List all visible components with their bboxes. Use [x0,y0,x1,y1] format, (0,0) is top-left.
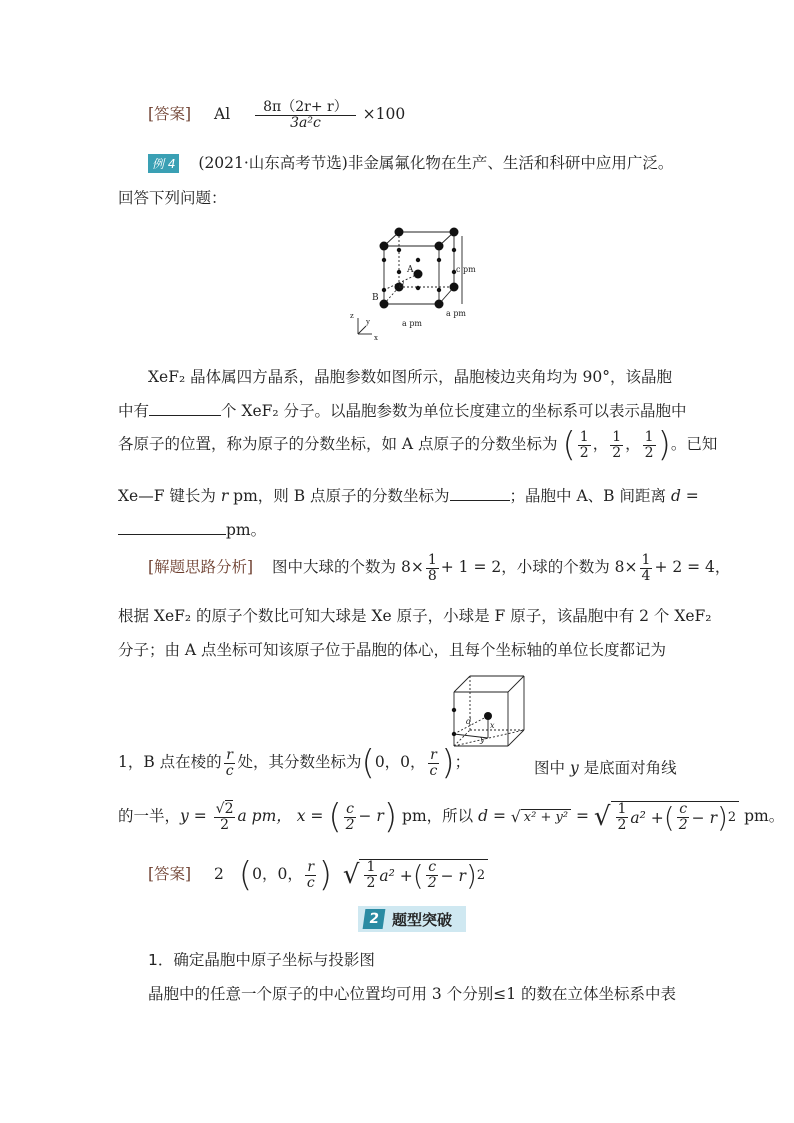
fig2-label-y: y [480,735,485,744]
label-A: A [407,265,414,275]
analysis-line-3: 分子；由 A 点坐标可知该原子位于晶胞的体心，且每个坐标轴的单位长度都记为 [118,641,667,659]
blank-2 [450,486,510,501]
last-paragraph-line: 晶胞中的任意一个原子的中心位置均可用 3 个分别≤1 的数在立体坐标系中表 [148,985,676,1003]
label-c-pm: c pm [456,265,476,274]
question-line-2: 中有 个 XeF₂ 分子。以晶胞参数为单位长度建立的坐标系可以表示晶胞中 [118,402,687,420]
section-heading [358,906,466,932]
answer2-label: [答案] [148,865,192,883]
example-text: (2021·山东高考节选)非金属氟化物在生产、生活和科研中应用广泛。 [198,154,674,172]
blank-1 [149,401,221,416]
fig2-label-x: x [490,721,495,730]
question-line-1: XeF₂ 晶体属四方晶系，晶胞参数如图所示，晶胞棱边夹角均为 90°，该晶胞 [148,368,673,386]
answer-line-1 [148,100,405,130]
example-badge: 例 4 [148,154,179,173]
label-d: d [399,281,405,290]
example-text-2: 回答下列问题： [118,189,227,207]
crystal-cell-figure [344,222,484,346]
section-title: 题型突破 [392,910,453,929]
fig2-label-d: d [466,717,472,726]
analysis-line-2: 根据 XeF₂ 的原子个数比可知大球是 Xe 原子，小球是 F 原子，该晶胞中有 2 个 XeF₂ [118,607,712,625]
question-line-5: pm。 [118,518,266,540]
analysis-label: [解题思路分析] [148,558,254,577]
analysis-line-5: 的一半，y = $\frac{√2}{2}$ a pm， x = ( $\frac{c}{2}$ − r) pm，所以 d = √ x² + y² = √ $\frac{1}{2}$ a² + ( $\frac{c}{2}$ − r ) 2 pm。 [118,797,785,837]
subsection-title: 1．确定晶胞中原子坐标与投影图 [148,951,375,969]
axis-x: x [374,334,378,342]
example-heading [148,151,673,173]
axis-z: z [350,312,354,320]
blank-3 [118,520,226,535]
label-a-pm-side: a pm [446,309,467,318]
answer-line-2: [答案] 2 (0，0， $\frac{r}{c}$ ) √ $\frac{1}{2}$ a² + ( $\frac{c}{2}$ − r ) 2 [148,858,488,892]
analysis-line-4: 1，B 点在棱的 $\frac{r}{c}$ 处，其分数坐标为(0，0， $\frac{r}{c}$ )； [118,743,471,783]
answer-element: Al [214,105,231,124]
label-B: B [372,293,379,303]
answer-fraction: $\frac{8\pi(2r+ r)}{\text{3a²c}}$ [255,100,356,130]
question-line-4: Xe—F 键长为 r pm，则 B 点原子的分数坐标为 ；晶胞中 A、B 间距离 d = [118,487,699,505]
section-number: 2 [363,909,386,929]
analysis-line-1: [解题思路分析] 图中大球的个数为 8× $\frac{1}{8}$ + 1 = 2，小球的个数为 8× $\frac{1}{4}$ + 2 = 4， [148,552,731,584]
axis-y: y [366,318,370,326]
answer-times: ×100 [362,105,406,124]
analysis-line-4-right: 图中 y 是底面对角线 [534,759,677,777]
question-line-3: 各原子的位置，称为原子的分数坐标，如 A 点原子的分数坐标为 ( $\frac{1}{2}$ ， $\frac{1}{2}$ ， $\frac{1}{2}$ )。已知 [118,425,718,465]
label-a-pm-bottom: a pm [402,319,423,328]
answer-label: [答案] [148,105,192,124]
